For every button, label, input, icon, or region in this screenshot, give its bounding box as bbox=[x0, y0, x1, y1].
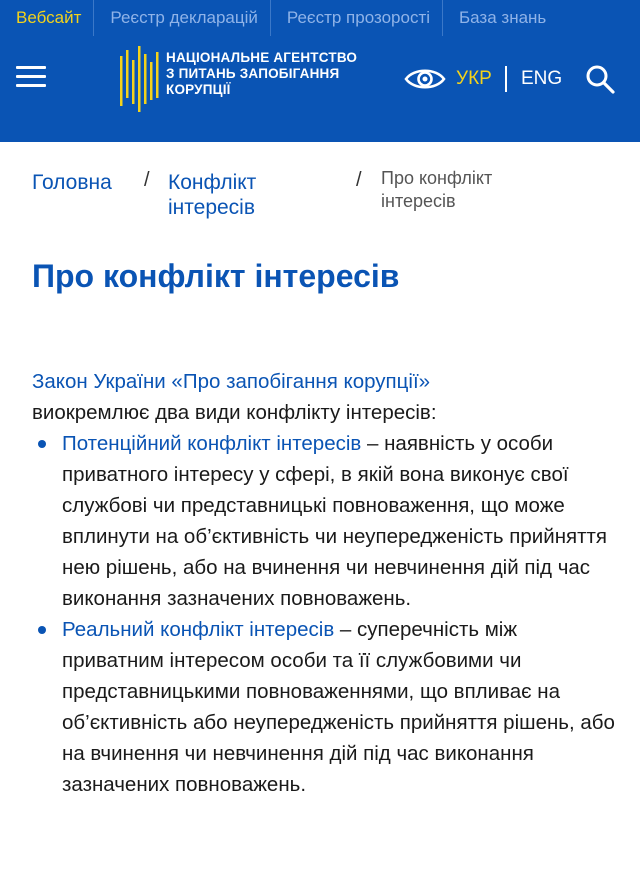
topnav-item-knowledge-base[interactable]: База знань bbox=[459, 8, 547, 27]
real-conflict-text: – суперечність між приватним інтересом особи та її службовими чи представницькими повноваженнями, що впливає на об’єктивність або неупередженість прийняття рішень, або на вчинення чи невчинення дій під час виконання зазначених повноважень. bbox=[62, 618, 615, 796]
conflict-types-list bbox=[32, 428, 622, 800]
agency-name-line1: НАЦІОНАЛЬНЕ АГЕНТСТВО bbox=[166, 50, 358, 65]
lang-eng-link[interactable]: ENG bbox=[521, 68, 563, 89]
nazk-logo-icon bbox=[120, 46, 160, 112]
breadcrumb-conflict-of-interest[interactable] bbox=[168, 170, 256, 220]
page-title: Про конфлікт інтересів bbox=[32, 258, 400, 294]
bullet-icon bbox=[38, 626, 46, 634]
topnav-item-website[interactable]: Вебсайт bbox=[0, 0, 94, 36]
article-body bbox=[32, 366, 622, 800]
intro-paragraph bbox=[32, 366, 622, 428]
search-icon[interactable] bbox=[585, 64, 615, 94]
real-conflict-link[interactable]: Реальний конфлікт інтересів bbox=[62, 618, 335, 641]
lang-ukr-link[interactable]: УКР bbox=[456, 68, 492, 89]
breadcrumb-separator: / bbox=[356, 169, 362, 191]
breadcrumb-current-line2: інтересів bbox=[381, 191, 456, 211]
menu-icon[interactable] bbox=[16, 66, 46, 88]
potential-conflict-link[interactable]: Потенційний конфлікт інтересів bbox=[62, 432, 362, 455]
breadcrumb-section-line2: інтересів bbox=[168, 196, 256, 219]
breadcrumb-current bbox=[381, 167, 492, 213]
potential-conflict-text: – наявність у особи приватного інтересу у сфері, в якій вона виконує свої службові чи представницькі повноваження, що може вплинути на об’єктивність чи неупередженість прийняття нею рішень, або на вчинення чи невчинення дій під час виконання зазначених повноважень. bbox=[62, 432, 608, 610]
topnav-item-transparency-registry[interactable]: Реєстр прозорості bbox=[271, 0, 443, 36]
topnav-item-declarations-registry[interactable]: Реєстр декларацій bbox=[94, 0, 270, 36]
agency-name[interactable] bbox=[166, 50, 358, 98]
breadcrumb-home[interactable]: Головна bbox=[32, 171, 112, 194]
intro-text: виокремлює два види конфлікту інтересів: bbox=[32, 401, 437, 424]
list-item bbox=[32, 428, 622, 614]
agency-name-line2: З ПИТАНЬ ЗАПОБІГАННЯ bbox=[166, 66, 340, 81]
accessibility-eye-icon[interactable] bbox=[404, 66, 446, 92]
breadcrumb-section-line1: Конфлікт bbox=[168, 171, 257, 194]
breadcrumb-separator: / bbox=[144, 169, 150, 191]
bullet-icon bbox=[38, 440, 46, 448]
list-item bbox=[32, 614, 622, 800]
agency-name-line3: КОРУПЦІЇ bbox=[166, 82, 231, 97]
site-header bbox=[0, 0, 640, 142]
breadcrumb-current-line1: Про конфлікт bbox=[381, 168, 493, 188]
lang-divider bbox=[505, 66, 507, 92]
law-link[interactable]: Закон України «Про запобігання корупції» bbox=[32, 370, 431, 393]
top-nav bbox=[0, 0, 640, 36]
